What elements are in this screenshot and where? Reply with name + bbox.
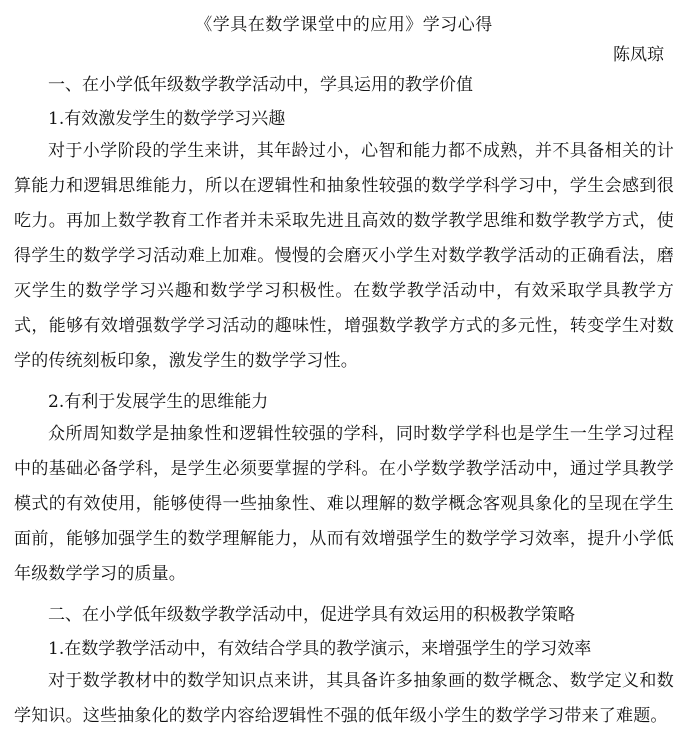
section-1-heading: 一、在小学低年级数学教学活动中，学具运用的教学价值 — [48, 75, 473, 95]
section-1-sub-1-heading: 1.有效激发学生的数学学习兴趣 — [48, 109, 286, 129]
section-2-sub-1-paragraph: 对于数学教材中的数学知识点来讲，其具备许多抽象画的数学概念、数学定义和数学知识。这些抽象化的数学内容给逻辑性不强的低年级小学生的数学学习带来了难题。 — [14, 671, 674, 726]
section-1-sub-2-heading: 2.有利于发展学生的思维能力 — [48, 392, 269, 412]
author-name: 陈凤琼 — [613, 45, 664, 65]
document-title: 《学具在数学课堂中的应用》学习心得 — [195, 15, 493, 35]
section-1-sub-1-paragraph: 对于小学阶段的学生来讲，其年龄过小，心智和能力都不成熟，并不具备相关的计算能力和逻辑思维能力，所以在逻辑性和抽象性较强的数学学科学习中，学生会感到很吃力。再加上数学教育工作者并未采取先进且高效的数学教学思维和数学教学方式，使得学生的数学学习活动难上加难。慢慢的会磨灭小学生对数学教学活动的正确看法，磨灭学生的数学学习兴趣和数学学习积极性。在数学教学活动中，有效采取学具教学方式，能够有效增强数学学习活动的趣味性，增强数学教学方式的多元性，转变学生对数学的传统刻板印象，激发学生的数学学习性。 — [14, 141, 674, 371]
section-2-sub-1-heading: 1.在数学教学活动中，有效结合学具的教学演示，来增强学生的学习效率 — [48, 639, 592, 659]
section-1-sub-2-paragraph: 众所周知数学是抽象性和逻辑性较强的学科，同时数学学科也是学生一生学习过程中的基础必备学科，是学生必须要掌握的学科。在小学数学教学活动中，通过学具教学模式的有效使用，能够使得一些抽象性、难以理解的数学概念客观具象化的呈现在学生面前，能够加强学生的数学理解能力，从而有效增强学生的数学学习效率，提升小学低年级数学学习的质量。 — [14, 424, 674, 584]
section-2-heading: 二、在小学低年级数学教学活动中，促进学具有效运用的积极教学策略 — [48, 605, 575, 625]
